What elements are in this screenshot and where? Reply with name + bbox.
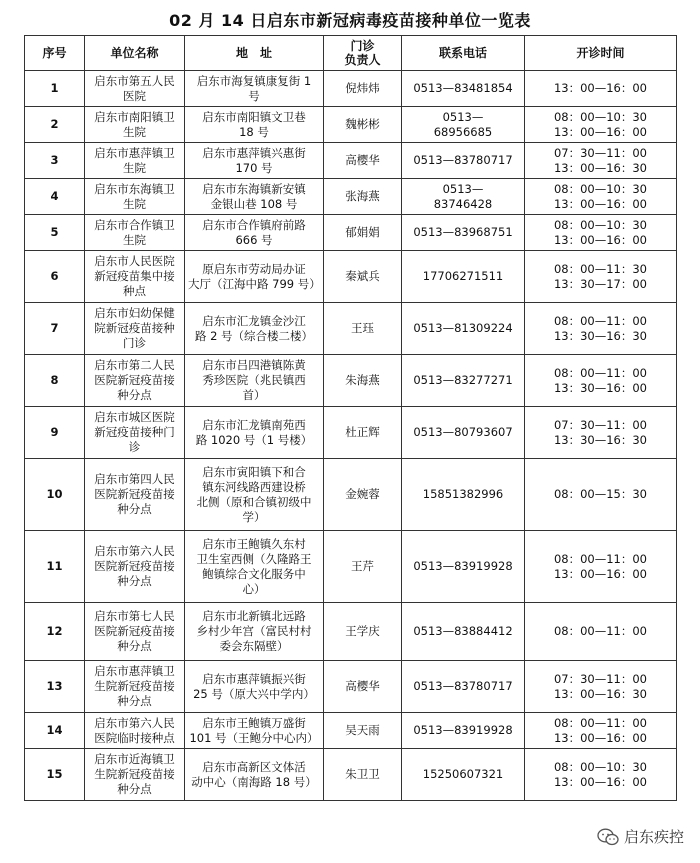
cell-hours: 07：30—11：00 13：00—16：30 (525, 661, 677, 713)
cell-phone: 0513— 83746428 (402, 179, 525, 215)
cell-unit-name: 启东市东海镇卫 生院 (85, 179, 185, 215)
table-row (25, 355, 677, 407)
header-unit: 单位名称 (85, 36, 185, 71)
cell-clinic-person: 高樱华 (324, 143, 402, 179)
header-address: 地 址 (185, 36, 324, 71)
cell-unit-name: 启东市人民医院 新冠疫苗集中接 种点 (85, 251, 185, 303)
header-clinic-person: 门诊 负责人 (324, 36, 402, 71)
cell-unit-name: 启东市合作镇卫 生院 (85, 215, 185, 251)
cell-hours: 08：00—11：00 13：30—16：00 (525, 355, 677, 407)
table-row (25, 107, 677, 143)
table-row (25, 713, 677, 749)
table-row (25, 459, 677, 531)
cell-address: 启东市东海镇新安镇 金银山巷 108 号 (185, 179, 324, 215)
cell-phone: 0513—83884412 (402, 603, 525, 661)
cell-clinic-person: 王学庆 (324, 603, 402, 661)
cell-seq: 13 (25, 661, 85, 713)
cell-address: 启东市惠萍镇振兴街 25 号（原大兴中学内） (185, 661, 324, 713)
table-row (25, 303, 677, 355)
cell-hours: 07：30—11：00 13：30—16：30 (525, 407, 677, 459)
watermark-text: 启东疾控 (623, 828, 684, 846)
cell-clinic-person: 金婉蓉 (324, 459, 402, 531)
cell-address: 启东市北新镇北远路 乡村少年宫（富民村村 委会东隔壁） (185, 603, 324, 661)
cell-address: 启东市寅阳镇下和合 镇东河线路西建设桥 北侧（原和合镇初级中 学） (185, 459, 324, 531)
cell-clinic-person: 倪炜炜 (324, 71, 402, 107)
cell-unit-name: 启东市第二人民 医院新冠疫苗接 种分点 (85, 355, 185, 407)
cell-address: 启东市汇龙镇金沙江 路 2 号（综合楼二楼） (185, 303, 324, 355)
cell-unit-name: 启东市城区医院 新冠疫苗接种门 诊 (85, 407, 185, 459)
cell-phone: 15851382996 (402, 459, 525, 531)
cell-address: 原启东市劳动局办证 大厅（江海中路 799 号） (185, 251, 324, 303)
cell-clinic-person: 王芹 (324, 531, 402, 603)
cell-address: 启东市南阳镇文卫巷 18 号 (185, 107, 324, 143)
cell-hours: 08：00—10：30 13：00—16：00 (525, 179, 677, 215)
header-phone: 联系电话 (402, 36, 525, 71)
cell-phone: 0513—83780717 (402, 143, 525, 179)
table-row (25, 749, 677, 801)
cell-unit-name: 启东市第六人民 医院新冠疫苗接 种分点 (85, 531, 185, 603)
cell-clinic-person: 吴天雨 (324, 713, 402, 749)
cell-phone: 0513—83780717 (402, 661, 525, 713)
cell-hours: 08：00—11：00 13：30—16：30 (525, 303, 677, 355)
cell-seq: 9 (25, 407, 85, 459)
cell-address: 启东市王鲍镇万盛街 101 号（王鲍分中心内） (185, 713, 324, 749)
table-row (25, 143, 677, 179)
cell-seq: 5 (25, 215, 85, 251)
cell-clinic-person: 高樱华 (324, 661, 402, 713)
header-seq: 序号 (25, 36, 85, 71)
cell-hours: 08：00—10：30 13：00—16：00 (525, 749, 677, 801)
cell-seq: 3 (25, 143, 85, 179)
table-row (25, 179, 677, 215)
cell-unit-name: 启东市惠萍镇卫 生院 (85, 143, 185, 179)
table-row (25, 71, 677, 107)
cell-seq: 12 (25, 603, 85, 661)
table-row (25, 661, 677, 713)
cell-hours: 08：00—11：00 13：00—16：00 (525, 713, 677, 749)
cell-address: 启东市惠萍镇兴惠街 170 号 (185, 143, 324, 179)
cell-hours: 08：00—10：30 13：00—16：00 (525, 215, 677, 251)
cell-phone: 0513—83919928 (402, 531, 525, 603)
page-title: 02 月 14 日启东市新冠病毒疫苗接种单位一览表 (169, 11, 531, 30)
cell-phone: 0513— 68956685 (402, 107, 525, 143)
cell-address: 启东市合作镇府前路 666 号 (185, 215, 324, 251)
table-header-row (25, 36, 677, 71)
cell-phone: 0513—83968751 (402, 215, 525, 251)
cell-seq: 8 (25, 355, 85, 407)
cell-unit-name: 启东市第六人民 医院临时接种点 (85, 713, 185, 749)
cell-clinic-person: 王珏 (324, 303, 402, 355)
table-row (25, 251, 677, 303)
cell-hours: 08：00—15：30 (525, 459, 677, 531)
cell-hours: 08：00—11：00 13：00—16：00 (525, 531, 677, 603)
header-hours: 开诊时间 (525, 36, 677, 71)
cell-seq: 6 (25, 251, 85, 303)
cell-clinic-person: 朱卫卫 (324, 749, 402, 801)
cell-phone: 17706271511 (402, 251, 525, 303)
cell-seq: 14 (25, 713, 85, 749)
cell-address: 启东市海复镇康复街 1 号 (185, 71, 324, 107)
table-row (25, 407, 677, 459)
table-row (25, 215, 677, 251)
cell-clinic-person: 魏彬彬 (324, 107, 402, 143)
cell-address: 启东市汇龙镇南苑西 路 1020 号（1 号楼） (185, 407, 324, 459)
cell-seq: 2 (25, 107, 85, 143)
cell-seq: 10 (25, 459, 85, 531)
cell-seq: 4 (25, 179, 85, 215)
cell-unit-name: 启东市妇幼保健 院新冠疫苗接种 门诊 (85, 303, 185, 355)
vaccination-sites-table (24, 35, 677, 801)
wechat-icon (597, 828, 619, 846)
cell-unit-name: 启东市第四人民 医院新冠疫苗接 种分点 (85, 459, 185, 531)
cell-clinic-person: 张海燕 (324, 179, 402, 215)
cell-seq: 1 (25, 71, 85, 107)
cell-hours: 08：00—11：30 13：30—17：00 (525, 251, 677, 303)
table-row (25, 531, 677, 603)
cell-unit-name: 启东市近海镇卫 生院新冠疫苗接 种分点 (85, 749, 185, 801)
cell-unit-name: 启东市南阳镇卫 生院 (85, 107, 185, 143)
cell-hours: 08：00—10：30 13：00—16：00 (525, 107, 677, 143)
cell-phone: 0513—81309224 (402, 303, 525, 355)
cell-seq: 7 (25, 303, 85, 355)
cell-clinic-person: 郁娟娟 (324, 215, 402, 251)
cell-clinic-person: 杜正辉 (324, 407, 402, 459)
cell-seq: 11 (25, 531, 85, 603)
cell-clinic-person: 秦斌兵 (324, 251, 402, 303)
cell-hours: 13：00—16：00 (525, 71, 677, 107)
cell-hours: 07：30—11：00 13：00—16：30 (525, 143, 677, 179)
cell-phone: 0513—83277271 (402, 355, 525, 407)
cell-clinic-person: 朱海燕 (324, 355, 402, 407)
cell-address: 启东市吕四港镇陈黄 秀珍医院（兆民镇西 首） (185, 355, 324, 407)
cell-phone: 0513—83919928 (402, 713, 525, 749)
cell-address: 启东市王鲍镇久东村 卫生室西侧（久隆路王 鲍镇综合文化服务中 心） (185, 531, 324, 603)
table-row (25, 603, 677, 661)
cell-phone: 15250607321 (402, 749, 525, 801)
cell-address: 启东市高新区文体活 动中心（南海路 18 号） (185, 749, 324, 801)
cell-hours: 08：00—11：00 (525, 603, 677, 661)
cell-unit-name: 启东市第五人民 医院 (85, 71, 185, 107)
account-watermark (597, 826, 684, 847)
cell-unit-name: 启东市惠萍镇卫 生院新冠疫苗接 种分点 (85, 661, 185, 713)
cell-phone: 0513—80793607 (402, 407, 525, 459)
cell-seq: 15 (25, 749, 85, 801)
cell-phone: 0513—83481854 (402, 71, 525, 107)
cell-unit-name: 启东市第七人民 医院新冠疫苗接 种分点 (85, 603, 185, 661)
